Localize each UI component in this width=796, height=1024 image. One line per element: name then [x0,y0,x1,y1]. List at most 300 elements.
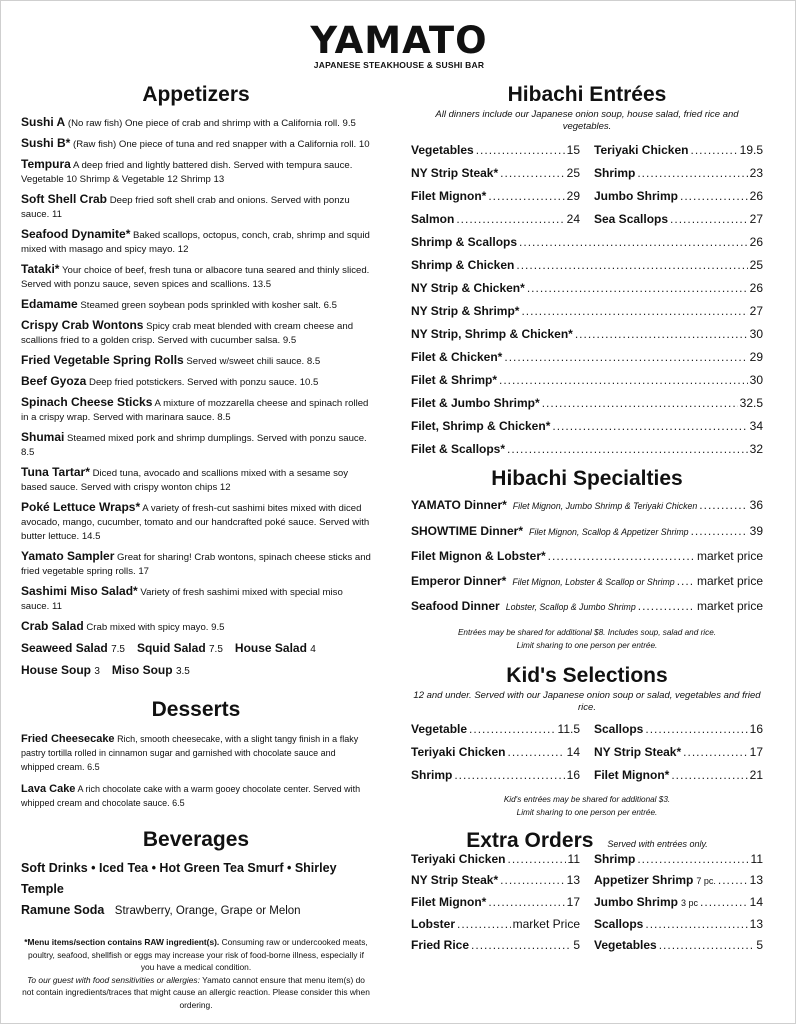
dot-leader [637,849,748,870]
menu-row [411,914,763,935]
item-name: Shrimp [594,166,636,180]
item-name: Shumai [21,430,65,444]
menu-cell [594,849,763,870]
extra-orders-note: Served with entrées only. [607,838,708,849]
dot-leader [469,718,556,741]
item-name: NY Strip & Chicken* [411,281,525,295]
appetizer-item [21,430,371,460]
menu-item [411,741,580,764]
item-price: 12 [177,244,189,255]
dot-leader [691,139,738,162]
item-price: 11 [567,851,580,866]
item-name: Shrimp [411,767,453,782]
item-description: Crab mixed with spicy mayo. [86,622,209,633]
menu-cell [411,870,580,892]
dot-leader [471,935,571,956]
item-price: Vegetable 10 Shrimp & Vegetable 12 Shrimp 13 [21,174,225,185]
appetizer-item [21,297,371,313]
menu-item [411,569,763,595]
item-price: 8.5 [217,412,231,423]
item-price: 3 [94,666,100,677]
item-description: Deep fried soft shell crab and onions. Served with ponzu sauce. [21,195,350,220]
menu-item [411,415,763,438]
ramune-line: Ramune Soda Strawberry, Orange, Grape or Melon [21,903,301,917]
item-price: 11 [51,209,62,220]
appetizer-item [21,584,371,614]
item-description: Spicy crab meat blended with cream cheese and scallions fried to a golden crisp. Served with cucumber salsa. [21,321,354,346]
dot-leader [542,392,738,415]
hibachi-title: Hibachi Entrées [507,83,667,106]
item-name: Lava Cake [21,783,76,795]
item-description: A rich chocolate cake with a warm gooey chocolate center. Served with whipped cream and chocolate sauce. [21,784,361,808]
item-price: market price [696,599,763,613]
menu-item [411,254,763,277]
item-price: 32.5 [739,396,763,410]
dot-leader [521,300,747,323]
brand-logo: YAMATO [310,19,488,62]
dot-leader [638,594,695,619]
beverage-line: Soft Drinks • Iced Tea • Hot Green Tea Smurf • Shirley Temple [21,861,337,896]
item-price: 7.5 [111,644,125,655]
item-name: Teriyaki Chicken [411,851,506,866]
item-price: 5 [573,937,580,952]
item-name: Crab Salad [21,619,84,633]
menu-row [411,139,763,162]
specialties-list [411,493,763,620]
appetizers-list [21,115,371,635]
item-name: House Soup [21,663,92,677]
appetizer-item [21,374,371,390]
item-price: 25 [566,166,580,180]
menu-cell [411,208,580,231]
dot-leader [500,162,564,185]
menu-row [411,208,763,231]
item-price: 29 [566,189,580,203]
item-name: Poké Lettuce Wraps* [21,500,141,514]
dessert-item [21,732,371,774]
extra-orders-grid [411,849,763,956]
item-components: Lobster, Scallop & Jumbo Shrimp [505,602,636,612]
appetizer-item [21,395,371,425]
beverage-list [21,858,371,922]
menu-item [594,935,763,956]
dot-leader [691,519,748,544]
item-name: Beef Gyoza [21,374,87,388]
item-price: 39 [749,523,763,538]
item-description: Deep fried potstickers. Served with ponzu sauce. [89,377,298,388]
menu-cell [411,718,580,741]
dot-leader [504,346,747,369]
item-components: Filet Mignon, Lobster & Scallop or Shrimp [512,576,675,587]
item-price: 32 [749,442,763,456]
item-name: Filet Mignon* [594,767,670,782]
item-price: 9.5 [282,335,297,346]
item-price: 15 [566,143,580,157]
item-price: 6.5 [323,300,337,311]
item-price: 27 [749,212,763,226]
item-description: A mixture of mozzarella cheese and spinach rolled in a crispy wrap. Served with marinara sauce. [21,398,369,423]
item-price: 29 [749,350,763,364]
appetizer-item [21,465,371,495]
item-price: 3.5 [175,666,190,677]
appetizer-item [21,115,371,131]
menu-row [411,892,763,914]
menu-cell [411,935,580,956]
menu-row [411,764,763,787]
appetizer-item [21,500,371,544]
item-name: Vegetable [411,721,468,736]
hibachi-note: All dinners include our Japanese onion soup, house salad, fried rice and vegetables. [435,109,739,132]
item-name: Lobster [411,916,456,931]
item-description: Steamed mixed pork and shrimp dumplings. Served with ponzu sauce. [67,433,367,444]
dessert-item [21,782,371,810]
hibachi-grid [411,139,763,231]
dot-leader [457,914,511,935]
item-description: Variety of fresh sashimi mixed with special miso sauce. [21,587,343,612]
menu-cell [594,764,763,787]
item-price: 25 [749,258,763,272]
menu-item [411,208,580,231]
item-price: 6.5 [172,798,185,808]
item-pieces: 3 pc [681,897,699,908]
dot-leader [476,139,565,162]
menu-cell [594,914,763,935]
item-price: 7.5 [209,644,223,655]
item-price: 27 [749,304,763,318]
menu-item [594,185,763,208]
menu-item [411,277,763,300]
item-price: 13 [566,872,580,887]
item-description: Your choice of beef, fresh tuna or albacore tuna seared and thinly sliced. Served with ponzu sauce, seven spices and scallions. [21,265,370,290]
item-name: Salmon [411,212,455,226]
item-components: Filet Mignon, Jumbo Shrimp & Teriyaki Chicken [512,501,698,511]
item-price: 13.5 [252,279,272,290]
appetizer-item [21,262,371,292]
menu-item [411,849,580,870]
menu-item [411,231,763,254]
kids-share-note: Kid's entrées may be shared for additional $3. Limit sharing to one person per entrée. [503,794,671,817]
appetizer-item [21,318,371,348]
item-description: Baked scallops, octopus, conch, crab, shrimp and squid mixed with masago and spicy mayo. [21,230,370,255]
appetizer-item [21,157,371,187]
menu-cell [411,764,580,787]
item-price: 10 [358,139,370,150]
item-description: Great for sharing! Crab wontons, spinach cheese sticks and fried vegetable spring rolls. [21,552,371,577]
appetizer-item [21,353,371,369]
item-name: Fried Vegetable Spring Rolls [21,353,184,367]
item-name: Fried Rice [411,937,470,952]
menu-cell [411,892,580,914]
item-price: 16 [566,767,580,782]
item-name: Emperor Dinner* [411,573,507,588]
dot-leader [454,764,564,787]
item-name: Jumbo Shrimp [594,894,679,909]
item-name: Miso Soup [111,663,173,677]
kids-grid [411,718,763,787]
item-price: 30 [749,373,763,387]
beverages-title: Beverages [142,828,250,851]
item-components: Filet Mignon, Scallop & Appetizer Shrimp [529,526,689,537]
item-price: 34 [749,419,763,433]
menu-cell [594,870,763,892]
dot-leader [552,415,747,438]
menu-item [411,323,763,346]
item-price: 23 [749,166,763,180]
item-name: Filet Mignon & Lobster* [411,549,546,563]
menu-item [411,718,580,741]
menu-cell [594,741,763,764]
item-price: 26 [749,189,763,203]
item-price: 14 [566,744,580,759]
item-price: 19.5 [739,143,763,157]
item-price: market Price [512,916,580,931]
menu-item [411,392,763,415]
left-column [21,81,371,1011]
desserts-title: Desserts [151,698,241,721]
hibachi-combos [411,231,763,461]
item-description: A deep fried and lightly battered dish. Served with tempura sauce. [72,160,353,171]
item-price: 14.5 [81,531,101,542]
item-name: Filet Mignon* [411,189,487,203]
menu-item [594,162,763,185]
item-price: market price [696,573,763,588]
item-name: Filet & Chicken* [411,350,503,364]
menu-row [411,718,763,741]
menu-item [594,870,763,892]
item-price: 24 [566,212,580,226]
appetizers-title: Appetizers [142,83,250,106]
menu-item [411,914,580,935]
item-price: 8.5 [21,447,35,458]
dot-leader [500,870,564,891]
menu-cell [411,185,580,208]
item-price: 36 [749,498,763,512]
appetizer-item [21,549,371,579]
item-name: Squid Salad [136,641,206,655]
dot-leader [659,935,755,956]
appetizer-item [21,192,371,222]
item-price: 17 [749,744,763,759]
appetizer-item [21,136,371,152]
item-price: 13 [749,872,763,887]
item-name: Tuna Tartar* [21,465,90,479]
item-price: 11 [51,601,62,612]
dot-leader [488,185,564,208]
right-column [411,81,763,956]
menu-row [411,185,763,208]
menu-row [411,162,763,185]
item-name: YAMATO Dinner* [411,498,507,512]
item-name: Yamato Sampler [21,549,115,563]
kids-title: Kid's Selections [506,663,668,687]
menu-cell [411,162,580,185]
item-price: 9.5 [211,622,225,633]
specialties-title: Hibachi Specialties [491,467,683,490]
dot-leader [456,208,564,231]
item-price: 21 [749,767,763,782]
item-name: Soft Shell Crab [21,192,108,206]
item-name: Vegetables [594,937,657,952]
item-price: 5 [756,937,763,952]
item-name: Tempura [21,157,71,171]
menu-cell [594,935,763,956]
menu-item [411,346,763,369]
item-price: 17 [566,894,580,909]
raw-disclaimer: *Menu items/section contains RAW ingredient(s). Consuming raw or undercooked meats, poultry, seafood, shellfish or eggs may increase your risk of food-borne illness, especially if you have a medical condition. To our guest with food sensitivities or allergies: Yamato cannot ensure that menu item(s) do not contain ingredients/traces that might cause an allergic reaction. Please consider this when ordering. [22,937,370,1010]
dot-leader [508,849,566,870]
menu-item [594,764,763,787]
menu-item [411,544,763,569]
item-name: Teriyaki Chicken [594,143,689,157]
menu-item [594,741,763,764]
appetizer-item [21,227,371,257]
item-price: 30 [749,327,763,341]
item-name: Sushi A [21,115,66,129]
item-name: Teriyaki Chicken [411,744,506,759]
menu-cell [594,892,763,914]
item-name: Crispy Crab Wontons [21,318,144,332]
menu-cell [411,849,580,870]
menu-cell [594,162,763,185]
brand-tagline: JAPANESE STEAKHOUSE & SUSHI BAR [313,60,485,70]
dot-leader [683,741,747,764]
item-price: 11.5 [557,721,580,736]
item-name: NY Strip Steak* [411,166,499,180]
dot-leader [677,569,695,594]
dot-leader [519,231,748,254]
desserts-list [21,732,371,810]
item-price: 26 [749,235,763,249]
item-description: A variety of fresh-cut sashimi bites mixed with diced avocado, mango, cucumber, tomato and our handcrafted poké sauce. Served with butter lettuce. [21,503,370,542]
item-price: 11 [750,851,763,866]
item-price: 26 [749,281,763,295]
menu-item [594,718,763,741]
item-description: (Raw fish) One piece of tuna and red snapper with a California roll. [73,139,357,150]
kids-note: 12 and under. Served with our Japanese onion soup or salad, vegetables and fried rice. [413,689,761,713]
menu-row [411,741,763,764]
item-name: Sea Scallops [594,212,669,226]
item-name: Sushi B* [21,136,71,150]
menu-item [411,369,763,392]
dot-leader [680,185,748,208]
item-price: 14 [749,894,763,909]
menu-item [411,764,580,787]
item-name: Vegetables [411,143,474,157]
item-description: (No raw fish) One piece of crab and shrimp with a California roll. [67,118,340,129]
item-name: Tataki* [21,262,60,276]
item-price: 6.5 [87,762,100,772]
menu-item [411,139,580,162]
menu-row [411,935,763,956]
item-name: Appetizer Shrimp [594,872,694,887]
item-name: Shrimp & Scallops [411,235,518,249]
item-price: 4 [310,644,316,655]
item-name: Filet & Jumbo Shrimp* [411,396,540,410]
dot-leader [718,870,748,891]
menu-item [411,162,580,185]
item-description: Rich, smooth cheesecake, with a slight tangy finish in a flaky pastry tortilla rolled in cinnamon sugar and garnished with chocolate sauce and whipped cream. [21,734,359,772]
dot-leader [575,323,748,346]
item-name: Edamame [21,297,78,311]
item-description: Served w/sweet chili sauce. [186,356,305,367]
menu-item [411,438,763,461]
item-name: NY Strip Steak* [411,872,499,887]
menu-item [411,300,763,323]
item-name: Spinach Cheese Sticks [21,395,153,409]
dot-leader [700,892,748,913]
item-name: NY Strip, Shrimp & Chicken* [411,327,573,341]
menu-item [411,493,763,519]
menu-cell [594,139,763,162]
dot-leader [507,438,748,461]
item-description: Steamed green soybean pods sprinkled with kosher salt. [80,300,321,311]
dot-leader [699,493,747,518]
dot-leader [637,162,747,185]
item-name: Fried Cheesecake [21,733,115,745]
menu-item [411,935,580,956]
item-price: 16 [749,721,763,736]
dot-leader [527,277,748,300]
item-price: 12 [219,482,231,493]
dot-leader [516,254,747,277]
menu-item [411,519,763,545]
dot-leader [548,544,695,569]
item-name: Sashimi Miso Salad* [21,584,138,598]
item-description: Diced tuna, avocado and scallions mixed with a sesame soy based sauce. Served with crispy wonton chips [21,468,349,493]
entree-share-note: Entrées may be shared for additional $8. Includes soup, salad and rice. Limit sharing to one person per entrée. [457,627,717,650]
menu-cell [594,185,763,208]
item-name: Seafood Dynamite* [21,227,131,241]
item-name: Seaweed Salad [21,641,108,655]
item-price: 13 [749,916,763,931]
menu-item [594,208,763,231]
dot-leader [671,764,747,787]
item-name: NY Strip & Shrimp* [411,304,520,318]
menu-cell [594,208,763,231]
appetizer-item [21,619,371,635]
item-price: market price [696,549,763,563]
item-name: Jumbo Shrimp [594,189,679,203]
extra-orders-title: Extra Orders [466,828,594,852]
dot-leader [499,369,748,392]
menu-cell [411,741,580,764]
item-name: Seafood Dinner [411,599,500,613]
item-name: House Salad [234,641,307,655]
dot-leader [488,892,564,913]
menu-cell [411,914,580,935]
dot-leader [670,208,748,231]
menu-item [411,594,763,620]
menu-item [594,849,763,870]
item-price: 9.5 [342,118,356,129]
item-pieces: 7 pc. [696,875,716,886]
menu-item [594,892,763,914]
salads-row [21,640,371,658]
dot-leader [645,914,747,935]
item-name: Filet & Scallops* [411,442,506,456]
item-name: NY Strip Steak* [594,744,682,759]
item-price: 8.5 [306,356,321,367]
dot-leader [508,741,565,764]
item-name: Shrimp & Chicken [411,258,515,272]
menu-row [411,870,763,892]
menu-item [411,185,580,208]
item-name: Scallops [594,721,644,736]
item-price: 17 [138,566,149,577]
menu-header [1,21,796,70]
item-price: 10.5 [299,377,319,388]
soups-row [21,662,371,680]
